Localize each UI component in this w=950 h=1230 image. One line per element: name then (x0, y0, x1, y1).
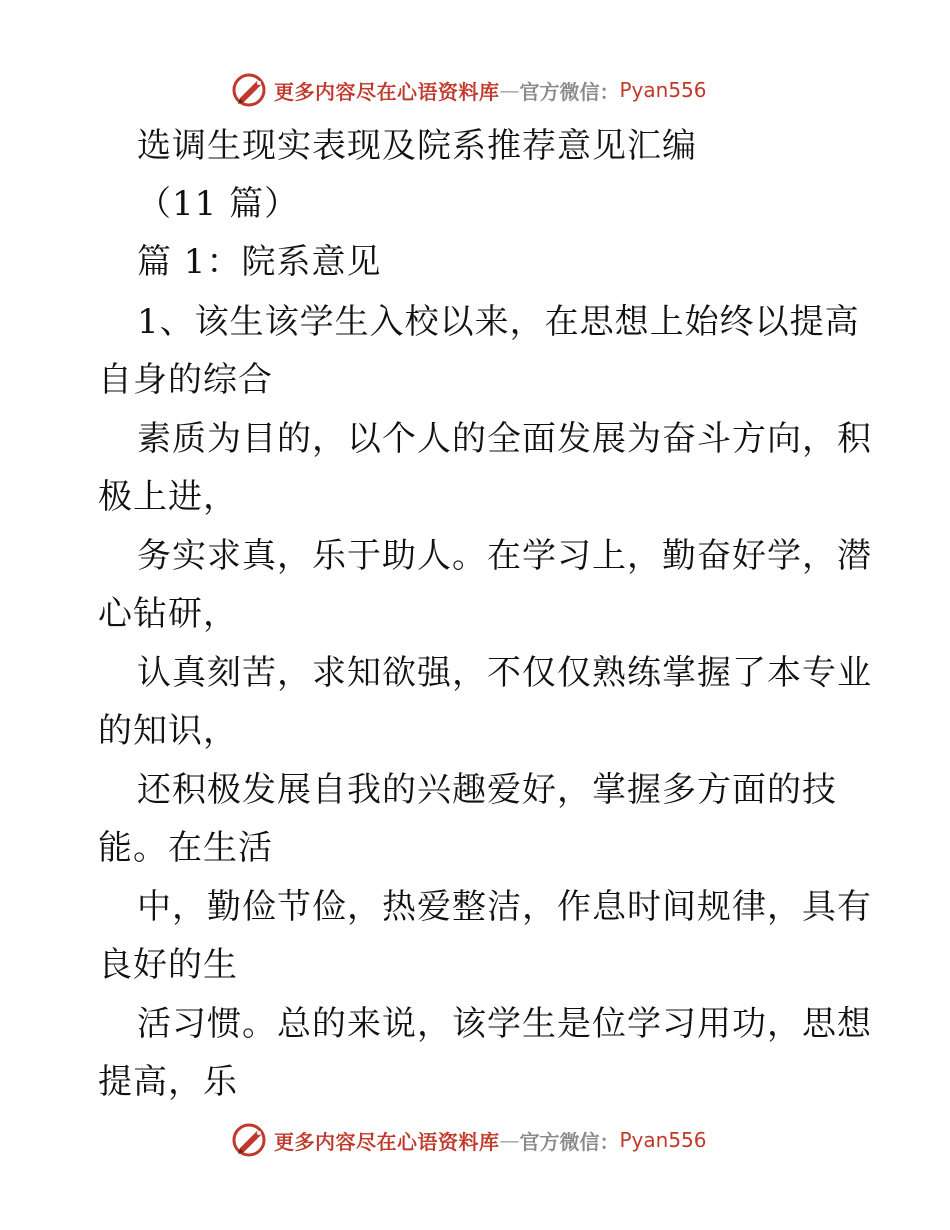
paragraph-line: 1、该生该学生入校以来，在思想上始终以提高 (137, 302, 860, 342)
watermark-wechat-label: 官方微信： (519, 79, 620, 104)
watermark-dash: — (499, 1128, 520, 1152)
watermark-wechat-id: Pyan556 (619, 1128, 707, 1152)
paragraph-line: 认真刻苦，求知欲强，不仅仅熟练掌握了本专业 (137, 653, 872, 693)
document-title: 选调生现实表现及院系推荐意见汇编 (137, 126, 697, 166)
paragraph-line: 提高，乐 (98, 1062, 238, 1102)
watermark-main-text: 更多内容尽在心语资料库 (274, 79, 500, 104)
watermark-wechat-id: Pyan556 (619, 78, 707, 102)
paragraph-line: 良好的生 (98, 945, 238, 985)
section-heading: 篇 1：院系意见 (137, 242, 382, 282)
watermark-wechat-label: 官方微信： (519, 1129, 620, 1154)
paragraph-line: 心钻研， (98, 594, 238, 634)
paragraph-line: 还积极发展自我的兴趣爱好，掌握多方面的技 (137, 770, 837, 810)
paragraph-line: 的知识， (98, 711, 238, 751)
watermark-main-text: 更多内容尽在心语资料库 (274, 1129, 500, 1154)
paragraph-line: 自身的综合 (98, 360, 273, 400)
pen-logo-icon (230, 71, 270, 109)
watermark-bottom (230, 1121, 790, 1159)
paragraph-line: 极上进， (98, 477, 238, 517)
paragraph-line: 素质为目的，以个人的全面发展为奋斗方向，积 (137, 419, 872, 459)
watermark-top (230, 71, 790, 109)
document-subtitle: （11 篇） (137, 184, 300, 224)
pen-logo-icon (230, 1121, 270, 1159)
paragraph-line: 活习惯。总的来说，该学生是位学习用功，思想 (137, 1004, 872, 1044)
paragraph-line: 中，勤俭节俭，热爱整洁，作息时间规律，具有 (137, 887, 872, 927)
paragraph-line: 能。在生活 (98, 828, 273, 868)
watermark-dash: — (499, 78, 520, 102)
paragraph-line: 务实求真，乐于助人。在学习上，勤奋好学，潜 (137, 536, 872, 576)
